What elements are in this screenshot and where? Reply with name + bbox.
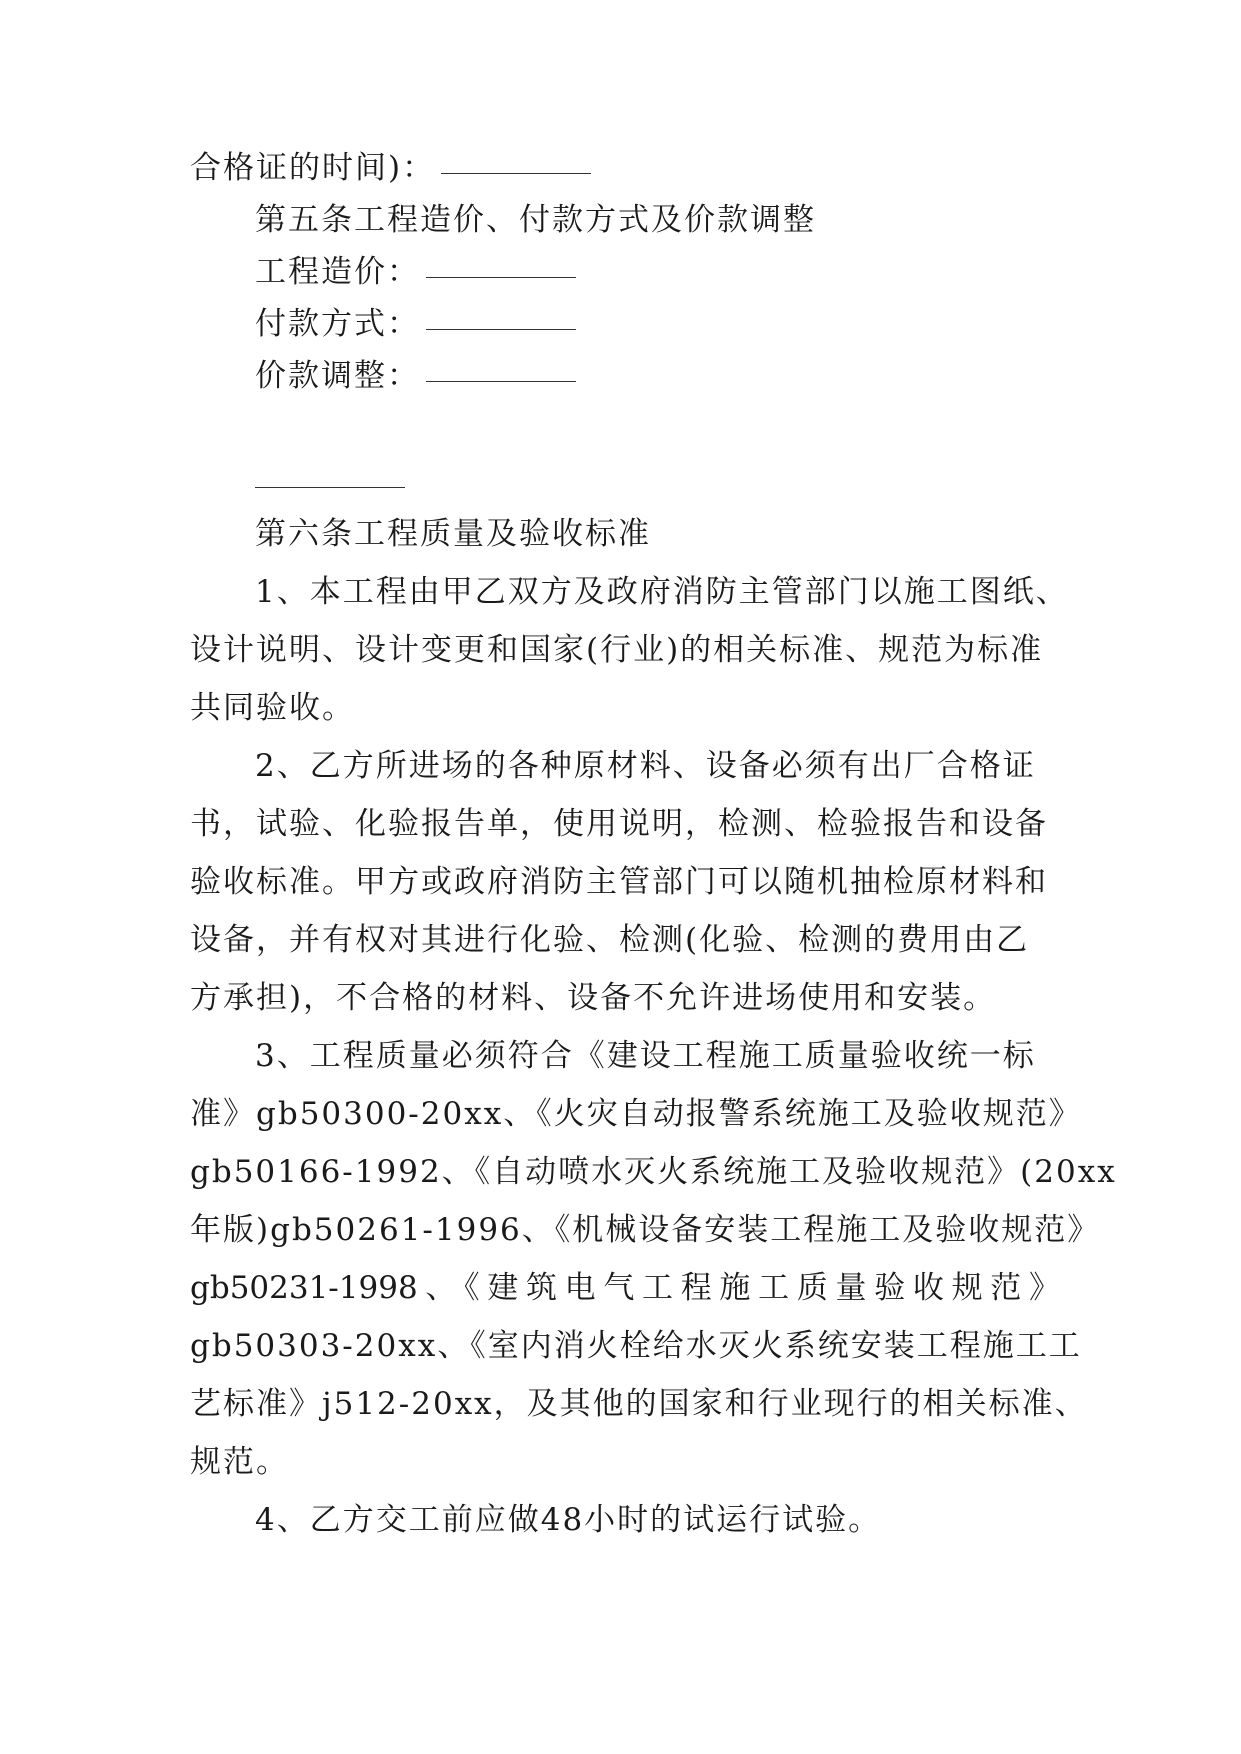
certificate-time-blank (441, 172, 591, 174)
article-6-title: 第六条工程质量及验收标准 (255, 516, 651, 552)
p4-line-1: 4、乙方交工前应做48小时的试运行试验。 (255, 1502, 882, 1538)
adjust-blank (426, 380, 576, 382)
p3-line-4: 年版)gb50261-1996、《机械设备安装工程施工及验收规范》 (190, 1212, 1101, 1248)
p3-line-3: gb50166-1992、《自动喷水灭火系统施工及验收规范》(20xx (190, 1154, 1117, 1190)
payment-label: 付款方式： (255, 306, 420, 342)
p3-line-2: 准》gb50300-20xx、《火灾自动报警系统施工及验收规范》 (190, 1096, 1082, 1132)
p3-line-7: 艺标准》j512-20xx，及其他的国家和行业现行的相关标准、 (190, 1386, 1088, 1422)
p2-line-3: 验收标准。甲方或政府消防主管部门可以随机抽检原材料和 (190, 864, 1048, 900)
p2-line-4: 设备，并有权对其进行化验、检测(化验、检测的费用由乙 (190, 922, 1030, 958)
p2-line-2: 书，试验、化验报告单，使用说明，检测、检验报告和设备 (190, 806, 1048, 842)
p3-line-6: gb50303-20xx、《室内消火栓给水灭火系统安装工程施工工 (190, 1328, 1082, 1364)
price-blank (426, 276, 576, 278)
p3-line-8: 规范。 (190, 1444, 289, 1480)
blank-rule (255, 487, 405, 488)
price-line (255, 252, 576, 292)
article-5-title: 第五条工程造价、付款方式及价款调整 (255, 202, 816, 238)
p2-line-1: 2、乙方所进场的各种原材料、设备必须有出厂合格证 (255, 748, 1036, 784)
p2-line-5: 方承担)，不合格的材料、设备不允许进场使用和安装。 (190, 980, 997, 1016)
p1-line-2: 设计说明、设计变更和国家(行业)的相关标准、规范为标准 (190, 632, 1044, 668)
adjust-line (255, 356, 576, 396)
adjust-label: 价款调整： (255, 358, 420, 394)
p3-line-1: 3、工程质量必须符合《建设工程施工质量验收统一标 (255, 1038, 1036, 1074)
certificate-time-label: 合格证的时间)： (190, 150, 436, 186)
p1-line-3: 共同验收。 (190, 690, 355, 726)
certificate-time-line (190, 148, 591, 188)
p1-line-1: 1、本工程由甲乙双方及政府消防主管部门以施工图纸、 (255, 574, 1069, 610)
price-label: 工程造价： (255, 254, 420, 290)
payment-blank (426, 328, 576, 330)
payment-line (255, 304, 576, 344)
p3-line-5: gb50231-1998、《建筑电气工程施工质量验收规范》 (190, 1270, 1060, 1306)
